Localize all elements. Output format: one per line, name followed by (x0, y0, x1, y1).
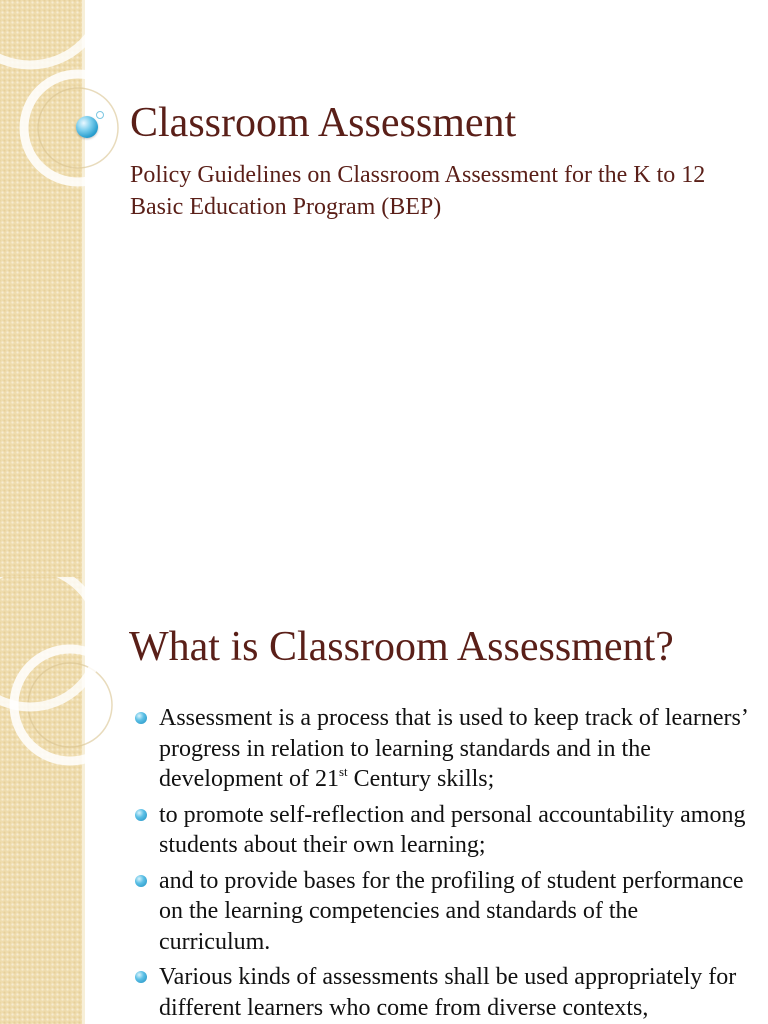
slide-title: Classroom Assessment (130, 100, 517, 146)
bullet-dot-icon (135, 971, 147, 983)
decorative-circles (0, 0, 120, 577)
bullet-item (134, 962, 754, 1023)
bullet-superscript: st (338, 764, 348, 779)
slide-heading: What is Classroom Assessment? (129, 624, 674, 670)
bullet-list (134, 703, 754, 1024)
decorative-circles (0, 577, 120, 1024)
bullet-item (134, 866, 754, 958)
small-bead-icon (96, 111, 104, 119)
bullet-dot-icon (135, 712, 147, 724)
slide-subtitle: Policy Guidelines on Classroom Assessment for the K to 12 Basic Education Program (BEP) (130, 162, 706, 220)
bullet-text: to promote self-reflection and personal accountability among students about their own learning; (159, 801, 746, 858)
content-slide (0, 577, 768, 1024)
bullet-text: Assessment is a process that is used to keep track of learners’ progress in relation to learning standards and in the development of 21 (159, 705, 748, 792)
bullet-text-continued: Century skills; (347, 766, 495, 792)
bullet-text: Various kinds of assessments shall be used appropriately for different learners who come from diverse contexts, (159, 964, 737, 1021)
bullet-dot-icon (135, 809, 147, 821)
blue-bead-icon (76, 116, 98, 138)
bullet-text: and to provide bases for the profiling of student performance on the learning competencies and standards of the curriculum. (159, 867, 744, 955)
deco-ring-top (0, 0, 105, 65)
bullet-item (134, 703, 754, 795)
bullet-dot-icon (135, 875, 147, 887)
bullet-item (134, 800, 754, 861)
